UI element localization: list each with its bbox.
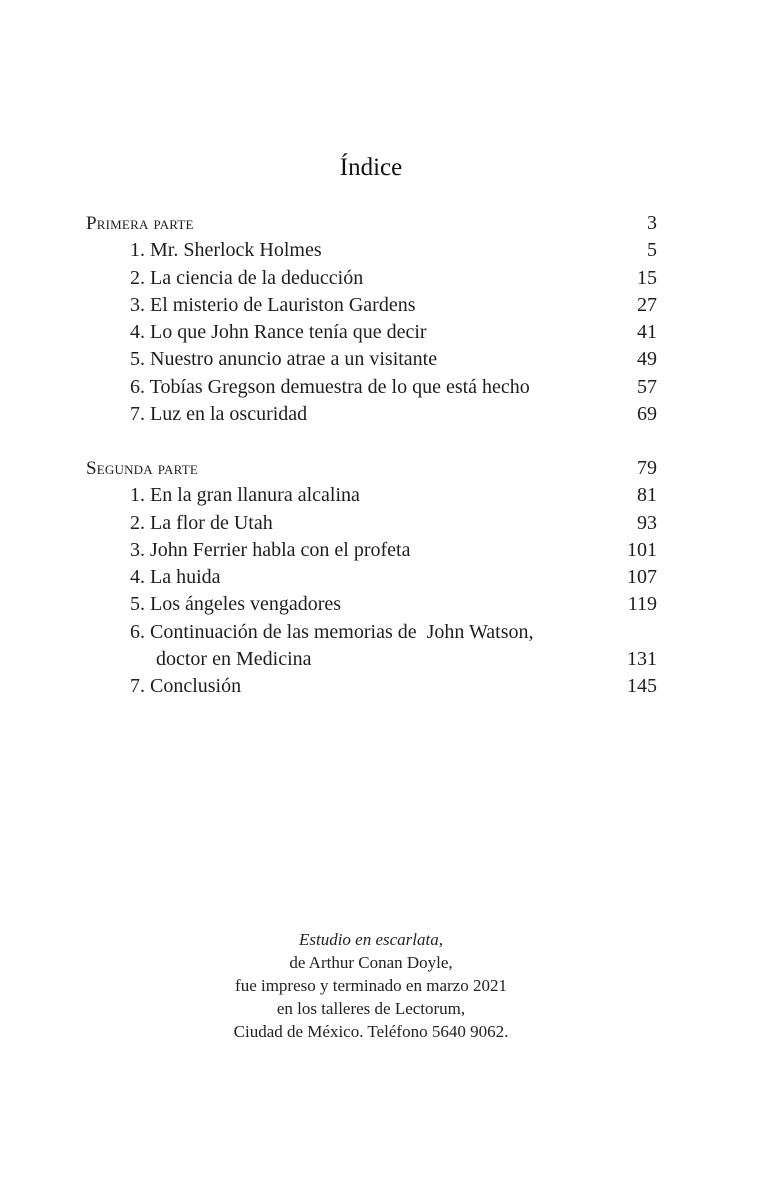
toc-entry: [86, 673, 657, 700]
toc-part-heading: [86, 455, 657, 482]
toc-part-1: [86, 210, 657, 428]
page-number: 93: [637, 511, 657, 534]
page-number: 3: [647, 212, 657, 234]
chapter-title: Luz en la oscuridad: [150, 403, 308, 426]
page-number: 57: [637, 375, 657, 398]
page-number: 5: [647, 239, 657, 262]
colophon-print-date: fue impreso y terminado en marzo 2021: [235, 976, 507, 995]
toc-entry: [86, 401, 657, 428]
toc-entry: [86, 292, 657, 319]
toc-entry: [86, 237, 657, 264]
page-number: 27: [637, 293, 657, 316]
chapter-title: En la gran llanura alcalina: [150, 484, 360, 507]
chapter-number: 3.: [130, 538, 145, 561]
toc-entry: [86, 482, 657, 509]
chapter-title: Mr. Sherlock Holmes: [150, 239, 322, 262]
part-label: Segunda parte: [86, 458, 198, 479]
chapter-number: 1.: [130, 239, 145, 262]
part-label: Primera parte: [86, 213, 194, 234]
chapter-number: 6.: [130, 375, 145, 398]
chapter-title: Tobías Gregson demuestra de lo que está hecho: [149, 375, 530, 398]
toc-part-2: [86, 455, 657, 701]
page-number: 69: [637, 403, 657, 426]
toc-entry: [86, 591, 657, 618]
colophon-author: de Arthur Conan Doyle,: [289, 953, 453, 972]
chapter-title: Nuestro anuncio atrae a un visitante: [150, 348, 438, 371]
page-number: 119: [627, 593, 657, 616]
chapter-number: 4.: [130, 566, 145, 589]
colophon: [0, 928, 742, 1043]
colophon-book-title: Estudio en escarlata,: [298, 930, 443, 949]
toc-entry: [86, 346, 657, 373]
chapter-title: La flor de Utah: [150, 511, 273, 534]
toc-entry: [86, 619, 657, 646]
chapter-number: 2.: [130, 266, 145, 289]
chapter-number: 5.: [130, 348, 145, 371]
page-number: 15: [637, 266, 657, 289]
toc-entry: [86, 319, 657, 346]
chapter-title: Lo que John Rance tenía que decir: [150, 321, 427, 344]
colophon-printer: en los talleres de Lectorum,: [276, 999, 466, 1018]
chapter-title: La huida: [150, 566, 221, 589]
toc-entry: [86, 564, 657, 591]
chapter-title: Los ángeles vengadores: [150, 593, 342, 616]
toc-entry: [86, 374, 657, 401]
chapter-number: 3.: [130, 293, 145, 316]
toc-entry: [86, 265, 657, 292]
page-number: 145: [627, 675, 657, 698]
chapter-number: 5.: [130, 593, 145, 616]
toc-part-heading: [86, 210, 657, 237]
chapter-number: 4.: [130, 321, 145, 344]
page-number: 79: [637, 457, 657, 479]
chapter-title: Continuación de las memorias de John Watson,: [150, 620, 534, 643]
chapter-number: 2.: [130, 511, 145, 534]
colophon-location-phone: Ciudad de México. Teléfono 5640 9062.: [233, 1022, 509, 1041]
chapter-number: 1.: [130, 484, 145, 507]
page-number: 107: [627, 566, 657, 589]
chapter-number: 7.: [130, 675, 145, 698]
page-number: 131: [627, 648, 657, 671]
page-number: 81: [637, 484, 657, 507]
chapter-number: 7.: [130, 403, 145, 426]
chapter-title: La ciencia de la deducción: [150, 266, 364, 289]
toc-entry: [86, 537, 657, 564]
toc-entry: [86, 510, 657, 537]
toc-entry-continuation: [86, 646, 657, 673]
page-number: 101: [627, 538, 657, 561]
page-number: 49: [637, 348, 657, 371]
page-title: Índice: [339, 154, 403, 181]
chapter-title: El misterio de Lauriston Gardens: [150, 293, 416, 316]
chapter-title-continuation: doctor en Medicina: [156, 648, 312, 671]
page-number: 41: [637, 321, 657, 344]
chapter-title: John Ferrier habla con el profeta: [150, 538, 411, 561]
chapter-title: Conclusión: [150, 675, 242, 698]
chapter-number: 6.: [130, 620, 145, 643]
